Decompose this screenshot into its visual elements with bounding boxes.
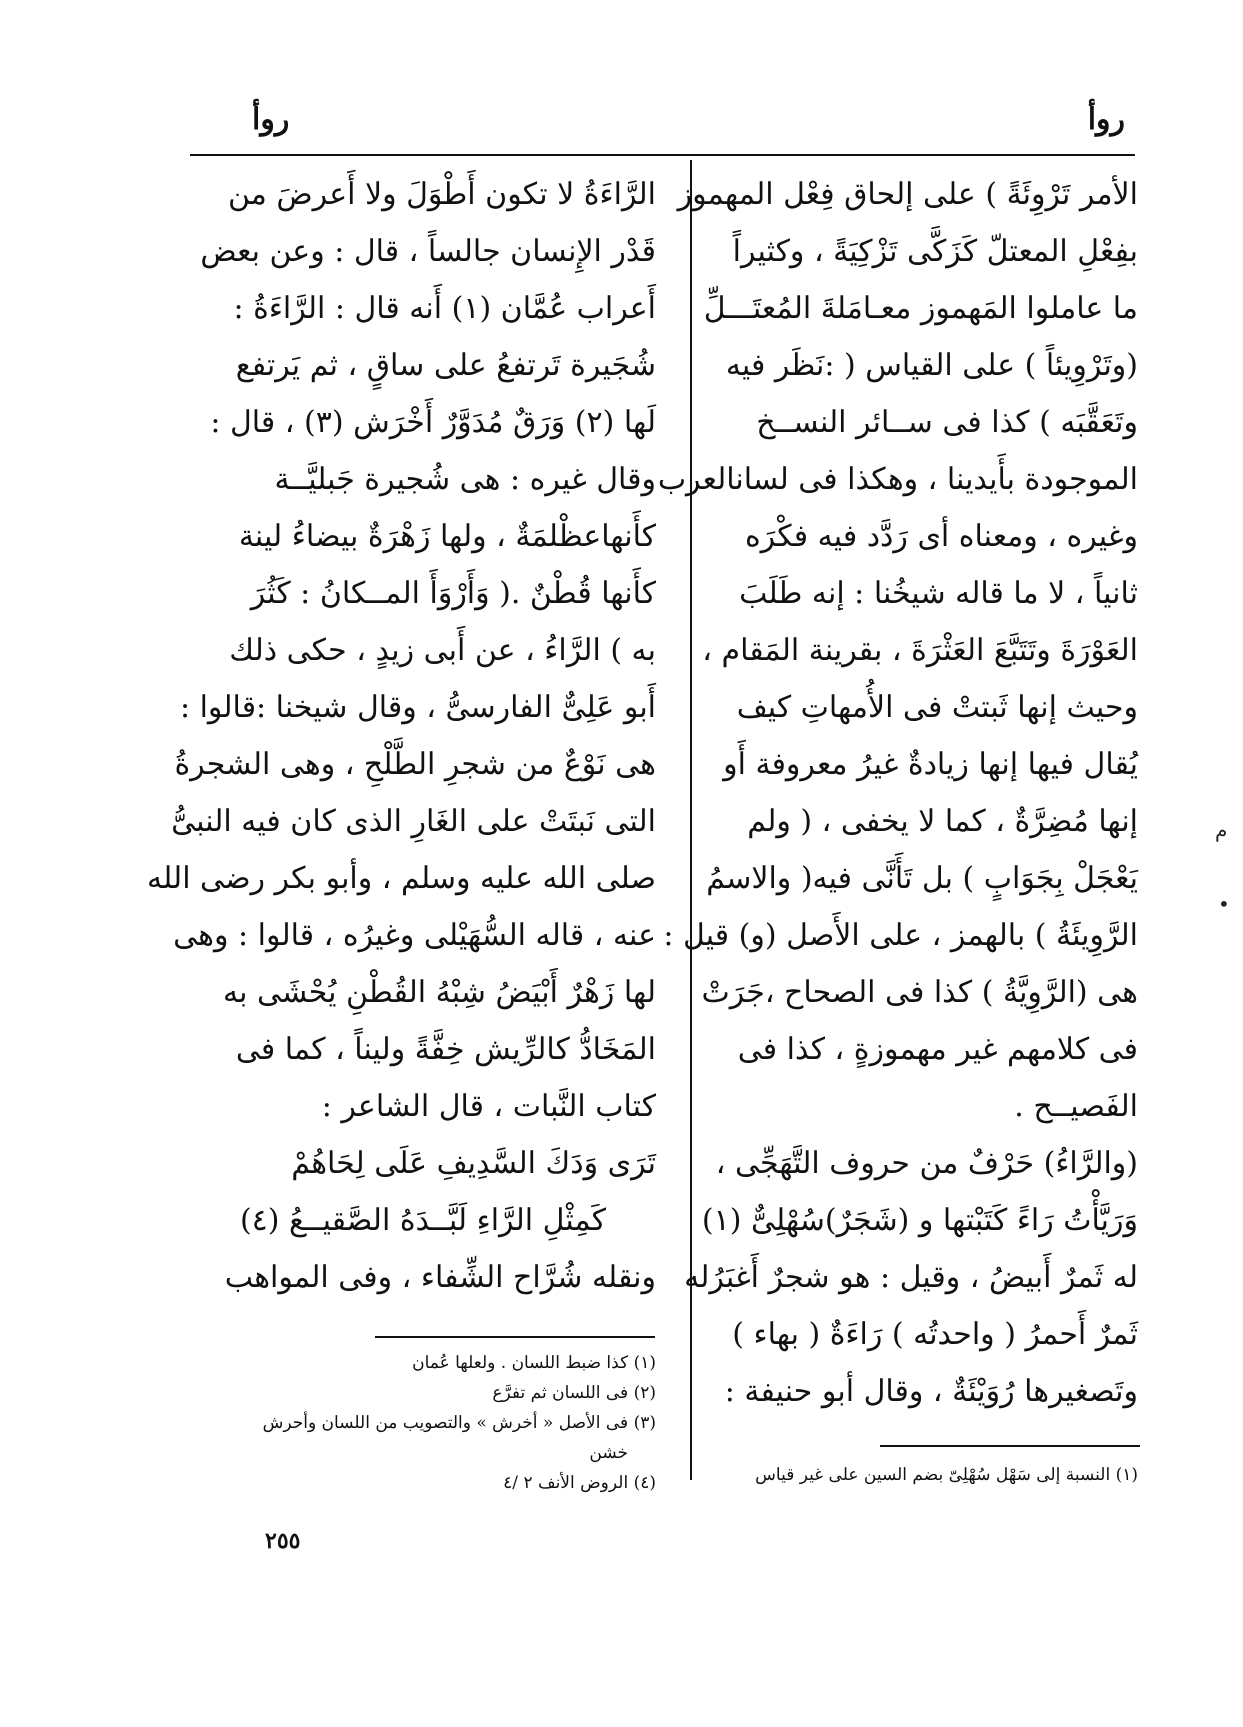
left-column bbox=[147, 166, 656, 1306]
text-line: شُجَيرة تَرتفعُ على ساقٍ ، ثم يَرتفع bbox=[235, 348, 656, 383]
text-line: يُقال فيها إنها زيادةٌ غيرُ معروفة أَو bbox=[723, 747, 1138, 782]
header-rule bbox=[190, 154, 1135, 156]
running-head-right: روأ bbox=[1087, 102, 1125, 137]
text-line: الأمر تَرْوِئَةً ) على إلحاق فِعْل المهموز bbox=[677, 177, 1138, 212]
footnote: (١) النسبة إلى سَهْل سُهْلِىّ بضم السين على غير قياس bbox=[755, 1465, 1138, 1485]
text-line: قَدْر الإِنسان جالساً ، قال : وعن بعض bbox=[200, 234, 656, 269]
text-line: ثانياً ، لا ما قاله شيخُنا : إنه طَلَبَ bbox=[739, 576, 1138, 611]
text-line: وقال غيره : هى شُجيرة جَبليَّــة bbox=[274, 462, 656, 497]
text-line: (والرَّاءُ) حَرْفٌ من حروف التَّهَجِّى ، bbox=[715, 1146, 1138, 1181]
text-line: المَخَادُّ كالرِّيش خِفَّةً وليناً ، كما فى bbox=[235, 1032, 656, 1067]
text-line: به ) الرَّاءُ ، عن أَبى زيدٍ ، حكى ذلك bbox=[229, 633, 656, 668]
running-head-left: روأ bbox=[252, 102, 290, 137]
footnote-rule-right bbox=[880, 1445, 1140, 1447]
verse-hemistich: كَمِثْلِ الرَّاءِ لَبَّــدَهُ الصَّقيــعُ (٤) bbox=[239, 1203, 606, 1238]
footnote: (٤) الروض الأنف ٢ /٤ bbox=[503, 1473, 656, 1493]
text-line: كتاب النَّبات ، قال الشاعر : bbox=[321, 1089, 656, 1124]
text-line: لَها (٢) وَرَقٌ مُدَوَّرٌ أَخْرَش (٣) ، قال : bbox=[210, 405, 656, 440]
margin-mark: م bbox=[1215, 818, 1228, 842]
text-line: ثَمرٌ أَحمرُ ( واحدتُه ) رَاءَةٌ ( بهاء ) bbox=[732, 1317, 1138, 1352]
text-line: (وتَرْوِيئاً ) على القياس ( :نَظَر فيه bbox=[725, 348, 1138, 383]
text-line: عنه ، قاله السُّهَيْلى وغيرُه ، قالوا : وهى bbox=[173, 918, 656, 953]
text-line: له ثَمرٌ أَبيضُ ، وقيل : هو شجرٌ أَغبَرُله bbox=[684, 1260, 1138, 1295]
text-line: هى (الرَّوِيَّةُ ) كذا فى الصحاح ،جَرَتْ bbox=[701, 975, 1138, 1010]
text-line: ونقله شُرَّاح الشِّفاء ، وفى المواهب bbox=[224, 1260, 656, 1295]
text-line: هى نَوْعٌ من شجرِ الطَّلْحِ ، وهى الشجرةُ bbox=[174, 747, 656, 782]
text-line: إنها مُضِرَّةٌ ، كما لا يخفى ، ( ولم bbox=[747, 804, 1138, 839]
text-line: بفِعْلِ المعتلّ كَزَكَّى تَزْكِيَةً ، وكثيراً bbox=[732, 234, 1138, 269]
text-line: وَرَيَّأْتُ رَاءً كَتَبْتها و (شَجَرٌ)سُهْلِىٌّ (١) bbox=[701, 1203, 1138, 1238]
text-line: كأَنهاعظْلمَةٌ ، ولها زَهْرَةٌ بيضاءُ لينة bbox=[238, 519, 656, 554]
verse-hemistich: تَرَى وَدَكَ السَّدِيفِ عَلَى لِحَاهُمْ bbox=[291, 1146, 656, 1181]
text-line: العَوْرَةَ وتَتَبَّعَ العَثْرَةَ ، بقرينة المَقام ، bbox=[702, 633, 1138, 668]
text-line: لها زَهْرٌ أَبْيَضُ شِبْهُ القُطْنِ يُحْشَى به bbox=[223, 975, 656, 1010]
text-line: وتَصغيرها رُوَيْئَةٌ ، وقال أبو حنيفة : bbox=[724, 1374, 1138, 1409]
text-line: أَعراب عُمَّان (١) أَنه قال : الرَّاءَةُ : bbox=[233, 291, 656, 326]
text-line: التى نَبتَتْ على الغَارِ الذى كان فيه النبىُّ bbox=[171, 804, 656, 839]
text-line: صلى الله عليه وسلم ، وأبو بكر رضى الله bbox=[147, 861, 656, 896]
text-line: فى كلامهم غير مهموزةٍ ، كذا فى bbox=[737, 1032, 1138, 1067]
margin-mark: • bbox=[1218, 892, 1230, 916]
text-line: الفَصيــح . bbox=[1014, 1089, 1138, 1124]
text-line: وغيره ، ومعناه أى رَدَّد فيه فكْرَه bbox=[744, 519, 1138, 554]
footnote: خشن bbox=[589, 1443, 628, 1463]
text-line: وتَعَقَّبَه ) كذا فى ســائر النســخ bbox=[756, 405, 1138, 440]
text-line: الرَّاءَةُ لا تكون أَطْوَلَ ولا أَعرضَ من bbox=[227, 177, 656, 212]
text-line: وحيث إنها ثَبتتْ فى الأُمهاتِ كيف bbox=[736, 690, 1138, 725]
footnotes-right bbox=[720, 1460, 1138, 1490]
footnote: (٣) فى الأصل « أخرش » والتصويب من اللسان وأحرش bbox=[262, 1413, 656, 1433]
footnote: (١) كذا ضبط اللسان . ولعلها عُمان bbox=[412, 1353, 656, 1373]
text-line: ما عاملوا المَهموز معـامَلةَ المُعتَـــلِّ bbox=[703, 291, 1138, 326]
text-line: كأَنها قُطْنٌ .( وَأَرْوَأَ المــكانُ : كَثُرَ bbox=[250, 576, 656, 611]
text-line: الرَّوِيئَةُ ) بالهمز ، على الأَصل (و) قيل : bbox=[663, 918, 1138, 953]
page-number: ٢٥٥ bbox=[265, 1528, 301, 1554]
footnote: (٢) فى اللسان ثم تفرَّع bbox=[492, 1383, 656, 1403]
footnote-rule-left bbox=[375, 1336, 655, 1338]
right-column bbox=[657, 166, 1138, 1420]
text-line: يَعْجَلْ بِجَوَابٍ ) بل تَأَنَّى فيه( والاسمُ bbox=[706, 861, 1138, 896]
text-line: الموجودة بأَيدينا ، وهكذا فى لسانالعرب bbox=[657, 462, 1138, 497]
footnotes-left bbox=[210, 1348, 656, 1498]
text-line: أَبو عَلِىٌّ الفارسىُّ ، وقال شيخنا :قالوا : bbox=[179, 690, 656, 725]
